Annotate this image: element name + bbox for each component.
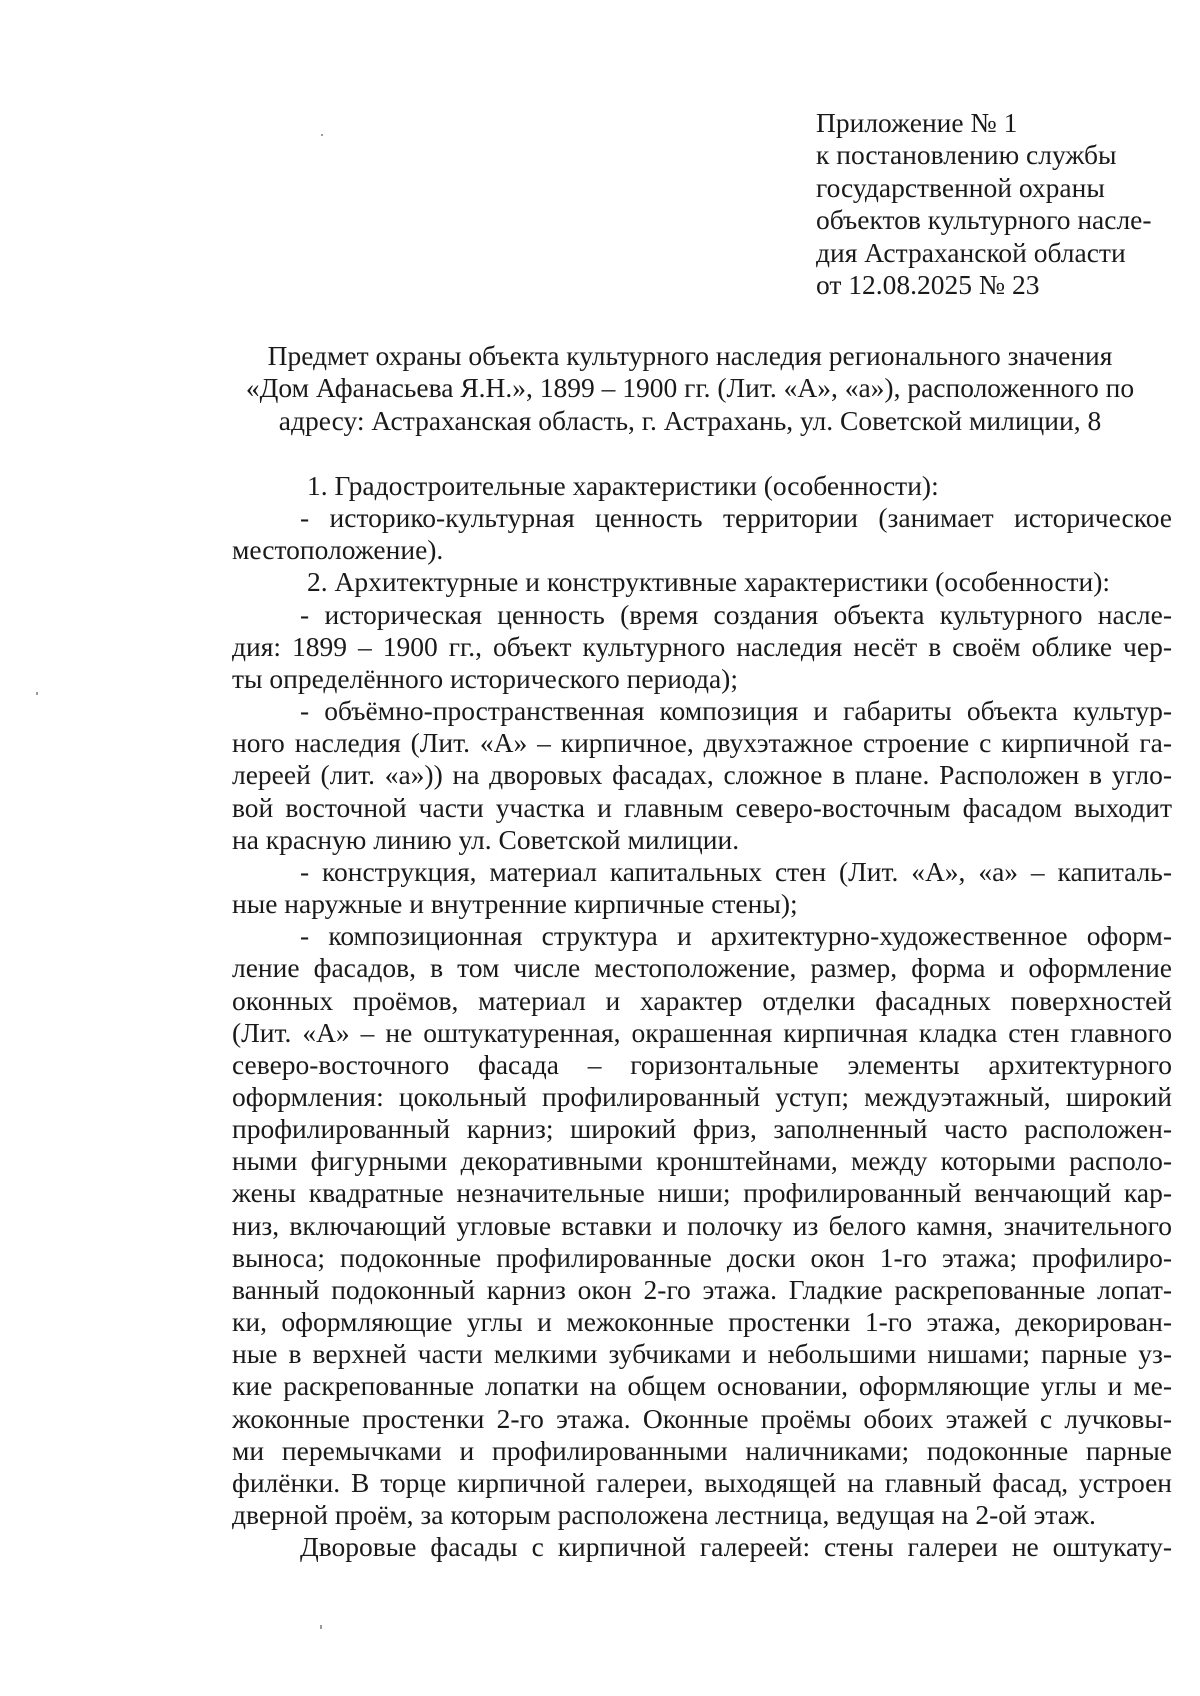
section-heading-urban: 1. Градостроительные характеристики (особенности):	[307, 470, 939, 501]
appendix-line: объектов культурного насле-	[816, 204, 1152, 236]
body-line: выноса; подоконные профилированные доски окон 1-го этажа; профилиро-	[232, 1241, 1172, 1273]
title-line: «Дом Афанасьева Я.Н.», 1899 – 1900 гг. (Лит. «А», «а»), расположенного по	[245, 372, 1135, 404]
body-line: ты определённого исторического периода);	[232, 662, 738, 694]
body-line: кие раскрепованные лопатки на общем основании, оформляющие углы и ме-	[232, 1370, 1172, 1402]
body-line: низ, включающий угловые вставки и полочку из белого камня, значительного	[232, 1209, 1172, 1241]
body-line: северо-восточного фасада – горизонтальные элементы архитектурного	[232, 1048, 1172, 1080]
body-line: Дворовые фасады с кирпичной галереей: стены галереи не оштукату-	[300, 1531, 1172, 1563]
document-body	[232, 470, 1172, 1563]
appendix-line: к постановлению службы	[816, 139, 1117, 171]
body-line: ными фигурными декоративными кронштейнами, между которыми располо-	[232, 1145, 1172, 1177]
body-line: филёнки. В торце кирпичной галереи, выходящей на главный фасад, устроен	[232, 1466, 1172, 1498]
body-line: оформления: цокольный профилированный уступ; междуэтажный, широкий	[232, 1080, 1172, 1112]
appendix-line: Приложение № 1	[816, 107, 1018, 138]
body-line: лереей (лит. «а»)) на дворовых фасадах, сложное в плане. Расположен в угло-	[232, 759, 1172, 791]
appendix-line: дия Астраханской области	[816, 236, 1126, 268]
body-line: (Лит. «А» – не оштукатуренная, окрашенная кирпичная кладка стен главного	[232, 1016, 1172, 1048]
body-line: - историко-культурная ценность территории (занимает историческое	[300, 502, 1172, 534]
document-title	[230, 340, 1150, 437]
body-line: оконных проёмов, материал и характер отделки фасадных поверхностей	[232, 984, 1172, 1016]
body-line: - объёмно-пространственная композиция и габариты объекта культур-	[300, 695, 1172, 727]
scan-speck	[321, 134, 323, 136]
body-line: ки, оформляющие углы и межоконные простенки 1-го этажа, декорирован-	[232, 1306, 1172, 1338]
body-line: дверной проём, за которым расположена лестница, ведущая на 2-ой этаж.	[232, 1499, 1096, 1530]
body-line: ми перемычками и профилированными наличниками; подоконные парные	[232, 1434, 1172, 1466]
body-line: ванный подоконный карниз окон 2-го этажа. Гладкие раскрепованные лопат-	[232, 1273, 1172, 1305]
body-line: на красную линию ул. Советской милиции.	[232, 823, 740, 855]
body-line: местоположение).	[232, 534, 444, 566]
body-line: дия: 1899 – 1900 гг., объект культурного наследия несёт в своём облике чер-	[232, 630, 1172, 662]
body-line: профилированный карниз; широкий фриз, заполненный часто расположен-	[232, 1113, 1172, 1145]
appendix-header	[816, 107, 1186, 301]
appendix-line: государственной охраны	[816, 171, 1105, 203]
body-line: ного наследия (Лит. «А» – кирпичное, двухэтажное строение с кирпичной га-	[232, 727, 1172, 759]
title-line: Предмет охраны объекта культурного наследия регионального значения	[267, 340, 1113, 371]
body-line: - конструкция, материал капитальных стен (Лит. «А», «а» – капиталь-	[300, 855, 1172, 887]
body-line: ные наружные и внутренние кирпичные стены);	[232, 888, 798, 920]
scan-speck	[36, 692, 38, 695]
body-line: ление фасадов, в том числе местоположение, размер, форма и оформление	[232, 952, 1172, 984]
body-line: - историческая ценность (время создания объекта культурного насле-	[300, 598, 1172, 630]
section-heading-architecture: 2. Архитектурные и конструктивные характеристики (особенности):	[307, 566, 1111, 598]
title-line: адресу: Астраханская область, г. Астрахань, ул. Советской милиции, 8	[278, 404, 1102, 436]
body-line: - композиционная структура и архитектурно-художественное оформ-	[300, 920, 1172, 952]
body-line: жены квадратные незначительные ниши; профилированный венчающий кар-	[232, 1177, 1172, 1209]
body-line: ные в верхней части мелкими зубчиками и небольшими нишами; парные уз-	[232, 1338, 1172, 1370]
appendix-line: от 12.08.2025 № 23	[816, 269, 1040, 301]
body-line: вой восточной части участка и главным северо-восточным фасадом выходит	[232, 791, 1172, 823]
body-line: жоконные простенки 2-го этажа. Оконные проёмы обоих этажей с лучковы-	[232, 1402, 1172, 1434]
scan-speck	[320, 1625, 322, 1629]
